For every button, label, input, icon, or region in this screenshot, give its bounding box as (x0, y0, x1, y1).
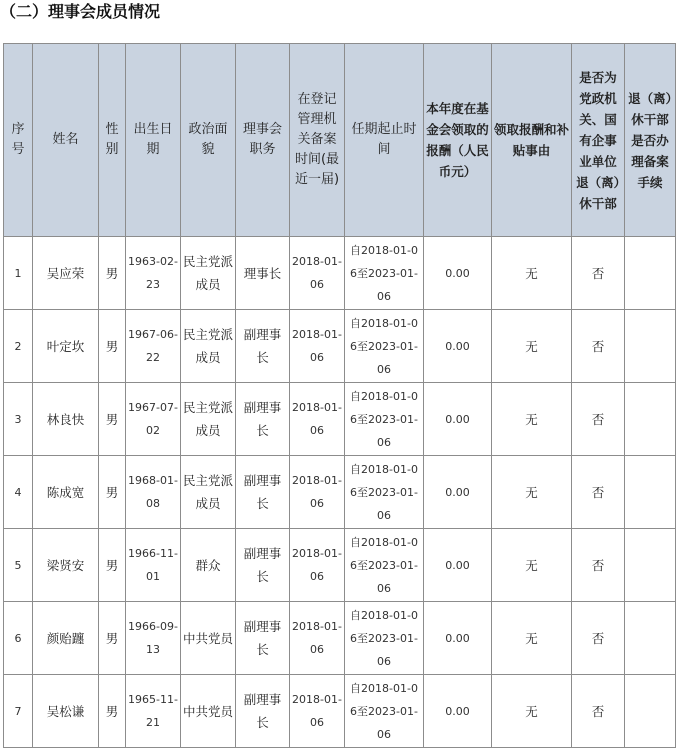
cell-gender: 男 (99, 529, 126, 602)
cell-filing-time: 2018-01-06 (290, 675, 345, 748)
cell-pay-reason: 无 (492, 237, 572, 310)
cell-term: 自2018-01-06至2023-01-06 (345, 310, 424, 383)
cell-term: 自2018-01-06至2023-01-06 (345, 383, 424, 456)
cell-no: 4 (4, 456, 33, 529)
table-row (4, 310, 676, 383)
cell-filing-time: 2018-01-06 (290, 383, 345, 456)
cell-political-status: 民主党派成员 (181, 456, 236, 529)
cell-birth-date: 1966-09-13 (126, 602, 181, 675)
cell-no: 3 (4, 383, 33, 456)
cell-no: 6 (4, 602, 33, 675)
cell-political-status: 民主党派成员 (181, 237, 236, 310)
table-row (4, 237, 676, 310)
cell-pay-reason: 无 (492, 675, 572, 748)
cell-annual-pay: 0.00 (424, 675, 492, 748)
cell-no: 2 (4, 310, 33, 383)
cell-name: 吴松谦 (33, 675, 99, 748)
header-no: 序号 (4, 44, 33, 237)
cell-name: 林良快 (33, 383, 99, 456)
cell-term: 自2018-01-06至2023-01-06 (345, 456, 424, 529)
cell-political-status: 民主党派成员 (181, 383, 236, 456)
cell-pay-reason: 无 (492, 383, 572, 456)
table-header-row (4, 44, 676, 237)
cell-board-position: 副理事长 (236, 383, 290, 456)
cell-birth-date: 1966-11-01 (126, 529, 181, 602)
header-political-status: 政治面貌 (181, 44, 236, 237)
cell-no: 1 (4, 237, 33, 310)
table-row (4, 675, 676, 748)
cell-political-status: 中共党员 (181, 675, 236, 748)
header-annual-pay: 本年度在基金会领取的报酬（人民币元） (424, 44, 492, 237)
cell-birth-date: 1967-06-22 (126, 310, 181, 383)
cell-political-status: 群众 (181, 529, 236, 602)
cell-pay-reason: 无 (492, 310, 572, 383)
cell-annual-pay: 0.00 (424, 602, 492, 675)
cell-filing-time: 2018-01-06 (290, 602, 345, 675)
header-retired-official: 是否为党政机关、国有企事业单位退（离）休干部 (572, 44, 625, 237)
cell-board-position: 副理事长 (236, 529, 290, 602)
cell-birth-date: 1965-11-21 (126, 675, 181, 748)
cell-retired-filed (625, 529, 676, 602)
table-row (4, 383, 676, 456)
cell-retired-official: 否 (572, 383, 625, 456)
cell-birth-date: 1963-02-23 (126, 237, 181, 310)
cell-board-position: 副理事长 (236, 602, 290, 675)
cell-retired-official: 否 (572, 237, 625, 310)
board-members-table (3, 43, 676, 748)
cell-retired-official: 否 (572, 529, 625, 602)
cell-filing-time: 2018-01-06 (290, 237, 345, 310)
cell-retired-filed (625, 602, 676, 675)
cell-retired-official: 否 (572, 675, 625, 748)
cell-name: 梁贤安 (33, 529, 99, 602)
table-row (4, 602, 676, 675)
section-title: （二）理事会成员情况 (0, 2, 161, 21)
cell-annual-pay: 0.00 (424, 383, 492, 456)
cell-annual-pay: 0.00 (424, 529, 492, 602)
cell-board-position: 副理事长 (236, 456, 290, 529)
cell-name: 陈成宽 (33, 456, 99, 529)
cell-retired-official: 否 (572, 456, 625, 529)
header-birth-date: 出生日期 (126, 44, 181, 237)
cell-term: 自2018-01-06至2023-01-06 (345, 237, 424, 310)
header-pay-reason: 领取报酬和补贴事由 (492, 44, 572, 237)
header-gender: 性别 (99, 44, 126, 237)
cell-board-position: 副理事长 (236, 310, 290, 383)
cell-gender: 男 (99, 602, 126, 675)
cell-filing-time: 2018-01-06 (290, 529, 345, 602)
cell-no: 5 (4, 529, 33, 602)
cell-pay-reason: 无 (492, 456, 572, 529)
cell-term: 自2018-01-06至2023-01-06 (345, 602, 424, 675)
cell-retired-filed (625, 675, 676, 748)
table-row (4, 456, 676, 529)
cell-retired-filed (625, 237, 676, 310)
cell-retired-filed (625, 310, 676, 383)
header-term: 任期起止时间 (345, 44, 424, 237)
cell-gender: 男 (99, 237, 126, 310)
cell-gender: 男 (99, 456, 126, 529)
cell-term: 自2018-01-06至2023-01-06 (345, 529, 424, 602)
cell-retired-filed (625, 456, 676, 529)
header-retired-filed: 退（离）休干部是否办理备案手续 (625, 44, 676, 237)
cell-political-status: 民主党派成员 (181, 310, 236, 383)
cell-gender: 男 (99, 383, 126, 456)
cell-annual-pay: 0.00 (424, 310, 492, 383)
cell-name: 叶定坎 (33, 310, 99, 383)
table-row (4, 529, 676, 602)
cell-name: 颜贻躔 (33, 602, 99, 675)
cell-birth-date: 1967-07-02 (126, 383, 181, 456)
cell-annual-pay: 0.00 (424, 456, 492, 529)
cell-birth-date: 1968-01-08 (126, 456, 181, 529)
cell-pay-reason: 无 (492, 529, 572, 602)
cell-retired-official: 否 (572, 310, 625, 383)
header-filing-time: 在登记管理机关备案时间(最近一届) (290, 44, 345, 237)
cell-annual-pay: 0.00 (424, 237, 492, 310)
cell-board-position: 理事长 (236, 237, 290, 310)
cell-gender: 男 (99, 675, 126, 748)
cell-gender: 男 (99, 310, 126, 383)
cell-filing-time: 2018-01-06 (290, 456, 345, 529)
cell-term: 自2018-01-06至2023-01-06 (345, 675, 424, 748)
cell-political-status: 中共党员 (181, 602, 236, 675)
header-name: 姓名 (33, 44, 99, 237)
cell-retired-official: 否 (572, 602, 625, 675)
cell-filing-time: 2018-01-06 (290, 310, 345, 383)
cell-retired-filed (625, 383, 676, 456)
header-board-position: 理事会职务 (236, 44, 290, 237)
cell-pay-reason: 无 (492, 602, 572, 675)
cell-name: 吴应荣 (33, 237, 99, 310)
cell-no: 7 (4, 675, 33, 748)
cell-board-position: 副理事长 (236, 675, 290, 748)
